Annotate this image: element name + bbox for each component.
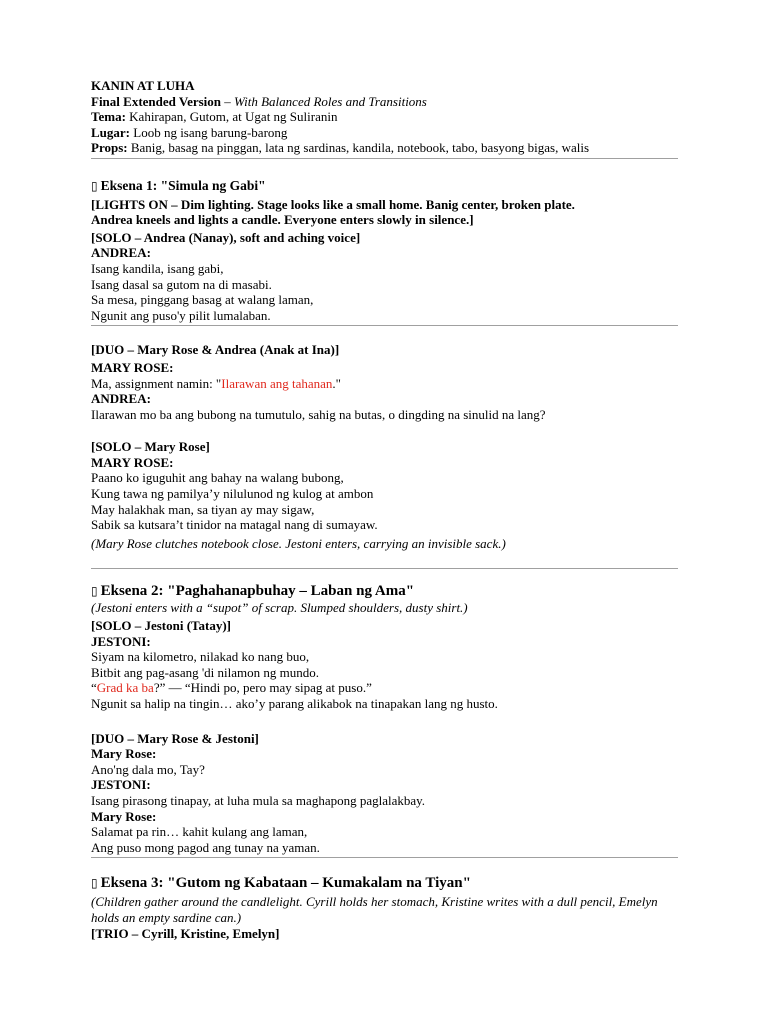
stage-direction-line: [LIGHTS ON – Dim lighting. Stage looks like a small home. Banig center, broken plate. xyxy=(91,196,575,212)
role-label: [DUO – Mary Rose & Jestoni] xyxy=(91,730,259,746)
verse-text: ?” — “Hindi po, pero may sipag at puso.” xyxy=(153,680,372,696)
dialogue-line: Ilarawan mo ba ang bubong na tumutulo, sahig na butas, o dingding na sinulid na lang? xyxy=(91,406,546,422)
version-dash: – xyxy=(221,93,235,109)
speaker-label: JESTONI: xyxy=(91,777,151,793)
dialogue-text: Ma, assignment namin: " xyxy=(91,375,222,391)
speaker-label: ANDREA: xyxy=(91,245,151,261)
dialogue-line: Isang pirasong tinapay, at luha mula sa maghapong paglalakbay. xyxy=(91,792,426,808)
scene-1-title: Eksena 1: "Simula ng Gabi" xyxy=(100,177,266,193)
scene-3-title: Eksena 3: "Gutom ng Kabataan – Kumakalam na Tiyan" xyxy=(100,875,471,892)
lugar-value: Loob ng isang barung-barong xyxy=(130,124,288,140)
version-line xyxy=(91,94,678,110)
divider xyxy=(91,857,678,858)
verse-line: Ngunit sa halip na tingin… ako’y parang alikabok na tinapakan lang ng husto. xyxy=(91,696,498,711)
stage-direction: (Mary Rose clutches notebook close. Jestoni enters, carrying an invisible sack.) xyxy=(91,535,506,551)
verse-line: Kung tawa ng pamilya’y nilulunod ng kulog at ambon xyxy=(91,486,374,502)
verse-line: Sabik sa kutsara’t tinidor na matagal nang di sumayaw. xyxy=(91,517,378,533)
missing-glyph-icon: ▯ xyxy=(91,584,98,599)
role-label: [DUO – Mary Rose & Andrea (Anak at Ina)] xyxy=(91,342,340,358)
verse-line: Siyam na kilometro, nilakad ko nang buo, xyxy=(91,649,310,665)
dialogue-text: ." xyxy=(332,375,341,391)
props-label: Props: xyxy=(91,140,128,156)
dialogue-line xyxy=(91,376,678,392)
verse-line: Isang kandila, isang gabi, xyxy=(91,260,224,276)
speaker-label: Mary Rose: xyxy=(91,808,157,824)
scene-2-heading xyxy=(91,582,678,600)
document-title: KANIN AT LUHA xyxy=(91,78,195,93)
scene-1-heading xyxy=(91,178,678,195)
version-note: With Balanced Roles and Transitions xyxy=(234,93,427,109)
dialogue-line: Salamat pa rin… kahit kulang ang laman, xyxy=(91,824,308,840)
verse-line xyxy=(91,680,678,696)
verse-line: Sa mesa, pinggang basag at walang laman, xyxy=(91,292,314,308)
highlighted-text: Grad ka ba xyxy=(96,680,154,696)
missing-glyph-icon: ▯ xyxy=(91,876,98,891)
dialogue-line: Ang puso mong pagod ang tunay na yaman. xyxy=(91,839,320,855)
tema-value: Kahirapan, Gutom, at Ugat ng Suliranin xyxy=(125,109,338,125)
version-label: Final Extended Version xyxy=(91,93,222,109)
lugar-line xyxy=(91,125,678,141)
speaker-label: Mary Rose: xyxy=(91,746,157,762)
verse-line: Isang dasal sa gutom na di masabi. xyxy=(91,276,272,292)
role-label: [TRIO – Cyrill, Kristine, Emelyn] xyxy=(91,925,280,941)
verse-line: May halakhak man, sa tiyan ay may sigaw, xyxy=(91,501,315,517)
verse-line: Ngunit ang puso'y pilit lumalaban. xyxy=(91,307,271,323)
tema-line xyxy=(91,109,678,125)
speaker-label: JESTONI: xyxy=(91,633,151,649)
stage-direction: (Children gather around the candlelight. Cyrill holds her stomach, Kristine writes with a dull pencil, Emelyn holds an empty sardine can.) xyxy=(91,894,658,925)
speaker-label: MARY ROSE: xyxy=(91,359,174,375)
lugar-label: Lugar: xyxy=(91,124,130,140)
props-value: Banig, basag na pinggan, lata ng sardinas, kandila, notebook, tabo, basyong bigas, walis xyxy=(127,140,590,156)
speaker-label: ANDREA: xyxy=(91,391,151,407)
role-label: [SOLO – Mary Rose] xyxy=(91,439,210,455)
scene-3-heading xyxy=(91,874,678,892)
props-line xyxy=(91,140,678,156)
dialogue-line: Ano'ng dala mo, Tay? xyxy=(91,761,205,777)
divider xyxy=(91,568,678,569)
verse-line: Paano ko iguguhit ang bahay na walang bubong, xyxy=(91,470,344,486)
divider xyxy=(91,158,678,159)
verse-text: “ xyxy=(91,680,97,696)
stage-direction-line: Andrea kneels and lights a candle. Everyone enters slowly in silence.] xyxy=(91,212,474,228)
divider xyxy=(91,325,678,326)
role-label: [SOLO – Andrea (Nanay), soft and aching voice] xyxy=(91,229,361,245)
scene-2-title: Eksena 2: "Paghahanapbuhay – Laban ng Ama" xyxy=(100,583,415,600)
missing-glyph-icon: ▯ xyxy=(91,178,98,193)
verse-line: Bitbit ang pag-asang 'di nilamon ng mundo. xyxy=(91,664,320,680)
highlighted-text: Ilarawan ang tahanan xyxy=(221,375,333,391)
tema-label: Tema: xyxy=(91,109,126,125)
role-label: [SOLO – Jestoni (Tatay)] xyxy=(91,618,231,634)
speaker-label: MARY ROSE: xyxy=(91,454,174,470)
stage-direction: (Jestoni enters with a “supot” of scrap. Slumped shoulders, dusty shirt.) xyxy=(91,600,468,616)
